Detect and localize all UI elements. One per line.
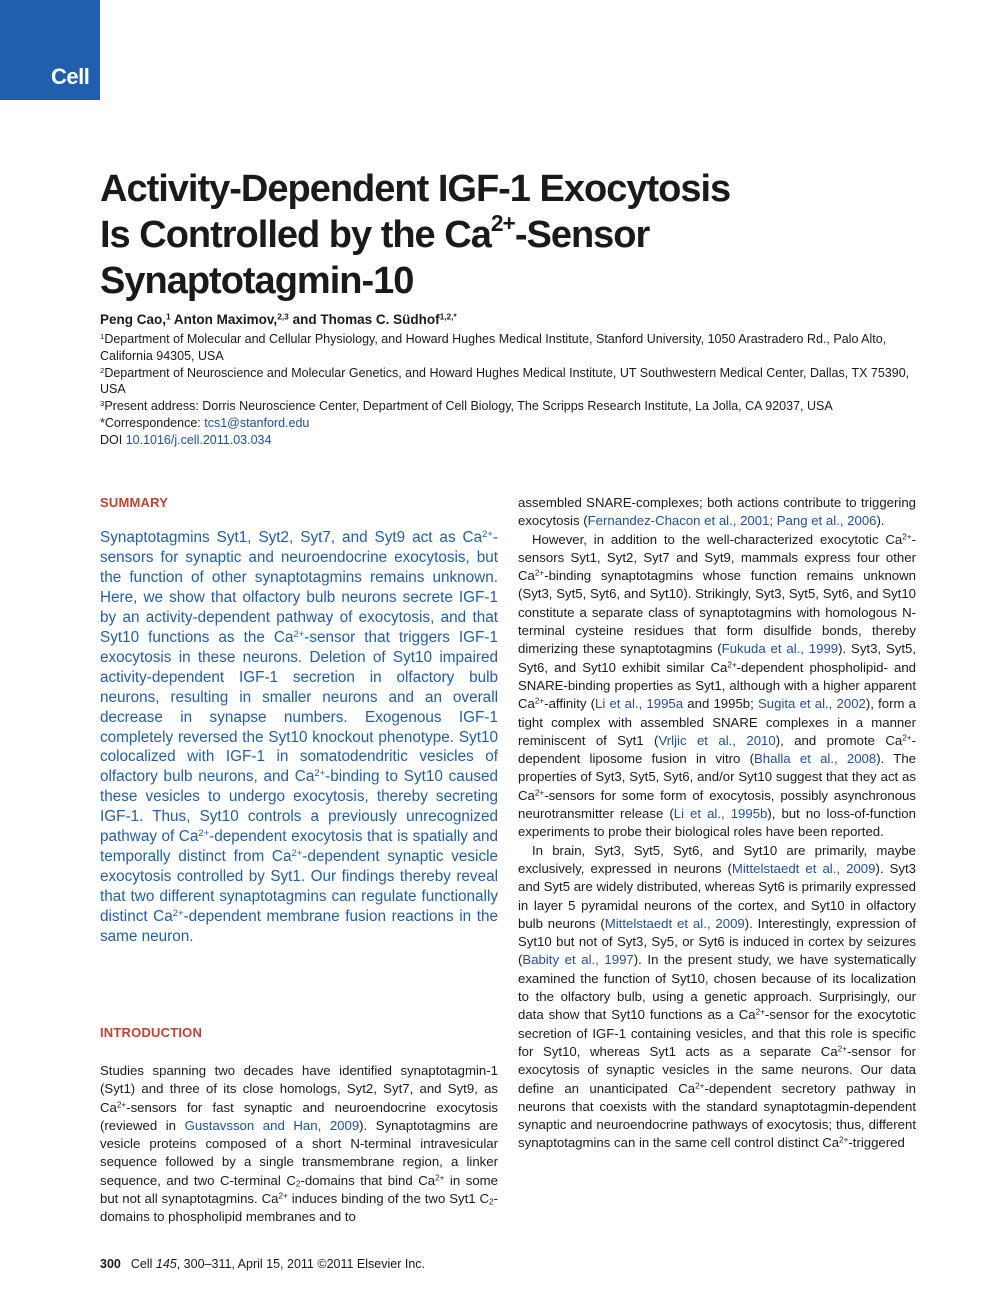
- introduction-text: Studies spanning two decades have identified synaptotagmin-1 (Syt1) and three of its close homologs, Syt2, Syt7, and Syt9, as $Ca^{2+}$-sensors for fast synaptic and neuroendocrine exocytosis (reviewed in Gustavsson and Han, 2009). Synaptotagmins are vesicle proteins composed of a short N-terminal intravesicular sequence followed by a single transmembrane region, a linker sequence, and two C-terminal $C_2$-domains that bind $Ca^{2+}$ in some but not all synaptotagmins. $Ca^{2+}$ induces binding of the two Syt1 $C_2$-domains to phospholipid membranes and to: [100, 1063, 498, 1225]
- author: and Thomas C. Südhof: [292, 312, 440, 327]
- doi: DOI 10.1016/j.cell.2011.03.034: [100, 432, 272, 447]
- reference-link[interactable]: Fukuda et al., 1999: [721, 641, 839, 657]
- page-footer: [100, 1257, 425, 1271]
- citation-journal: Cell: [130, 1257, 156, 1271]
- doi-link[interactable]: 10.1016/j.cell.2011.03.034: [125, 432, 272, 447]
- affiliations: [100, 331, 915, 449]
- paragraph: assembled SNARE-complexes; both actions contribute to triggering exocytosis (Fernandez-Chacon et al., 2001; Pang et al., 2006).: [518, 495, 916, 529]
- reference-link[interactable]: Fernandez-Chacon et al., 2001; Pang et al., 2006: [587, 513, 877, 529]
- reference-link[interactable]: Babity et al., 1997: [522, 952, 634, 968]
- reference-link[interactable]: Vrljic et al., 2010: [658, 732, 776, 748]
- summary-heading: SUMMARY: [100, 495, 169, 510]
- citation-details: , 300–311, April 15, 2011 ©2011 Elsevier Inc.: [176, 1257, 425, 1271]
- reference-link[interactable]: Li et al., 1995b: [673, 806, 768, 822]
- citation-volume: 145: [155, 1257, 177, 1271]
- reference-link[interactable]: Sugita et al., 2002: [758, 696, 866, 712]
- article-title: Activity-Dependent IGF-1 Exocytosis Is Controlled by the $Ca^{2+}$-Sensor Synaptotagmin-10: [100, 168, 731, 302]
- reference-link[interactable]: Bhalla et al., 2008: [753, 751, 877, 767]
- cell-logo-text: Cell: [51, 64, 90, 89]
- affiliation-3: $^3$Present address: Dorris Neuroscience Center, Department of Cell Biology, The Scripps Research Institute, La Jolla, CA 92037, USA: [100, 398, 833, 414]
- summary-text: Synaptotagmins Syt1, Syt2, Syt7, and Syt9 act as $Ca^{2+}$-sensors for synaptic and neuroendocrine exocytosis, but the function of other synaptotagmins remains unknown. Here, we show that olfactory bulb neurons secrete IGF-1 by an activity-dependent pathway of exocytosis, and that Syt10 functions as the $Ca^{2+}$-sensor that triggers IGF-1 exocytosis in these neurons. Deletion of Syt10 impaired activity-dependent IGF-1 secretion in olfactory bulb neurons, resulting in smaller neurons and an overall decrease in synapse numbers. Exogenous IGF-1 completely reversed the Syt10 knockout phenotype. Syt10 colocalized with IGF-1 in somatodendritic vesicles of olfactory bulb neurons, and $Ca^{2+}$-binding to Syt10 caused these vesicles to undergo exocytosis, thereby secreting IGF-1. Thus, Syt10 controls a previously unrecognized pathway of $Ca^{2+}$-dependent exocytosis that is spatially and temporally distinct from $Ca^{2+}$-dependent synaptic vesicle exocytosis controlled by Syt1. Our findings thereby reveal that two different synaptotagmins can regulate functionally distinct $Ca^{2+}$-dependent membrane fusion reactions in the same neuron.: [100, 528, 499, 946]
- reference-link[interactable]: Mittelstaedt et al., 2009: [604, 915, 745, 931]
- correspondence-email-link[interactable]: tcs1@stanford.edu: [204, 415, 310, 430]
- reference-link[interactable]: Li et al., 1995a: [595, 696, 684, 712]
- author: Anton Maximov,: [173, 312, 278, 327]
- paragraph: However, in addition to the well-characterized exocytotic $Ca^{2+}$-sensors Syt1, Syt2, Syt7 and Syt9, mammals express four other $Ca^{2+}$-binding synaptotagmins whose function remains unknown (Syt3, Syt5, Syt6, and Syt10). Strikingly, Syt3, Syt5, Syt6, and Syt10 constitute a separate class of synaptotagmins with homologous N-terminal cysteine residues that form disulfide bonds, thereby dimerizing these synaptotagmins (Fukuda et al., 1999). Syt3, Syt5, Syt6, and Syt10 exhibit similar $Ca^{2+}$-dependent phospholipid- and SNARE-binding properties as Syt1, although with a higher apparent $Ca^{2+}$-affinity (Li et al., 1995a and 1995b; Sugita et al., 2002), form a tight complex with assembled SNARE complexes in a manner reminiscent of Syt1 (Vrljic et al., 2010), and promote $Ca^{2+}$-dependent liposome fusion in vitro (Bhalla et al., 2008). The properties of Syt3, Syt5, Syt6, and/or Syt10 suggest that they act as $Ca^{2+}$-sensors for some form of exocytosis, possibly asynchronous neurotransmitter release (Li et al., 1995b), but no loss-of-function experiments to probe their biological roles have been reported.: [518, 531, 917, 840]
- affiliation-2: $^2$Department of Neuroscience and Molecular Genetics, and Howard Hughes Medical Institute, UT Southwestern Medical Center, Dallas, TX 75390, USA: [100, 365, 910, 397]
- affiliation-1: $^1$Department of Molecular and Cellular Physiology, and Howard Hughes Medical Institute, Stanford University, 1050 Arastradero Rd., Palo Alto, California 94305, USA: [100, 331, 887, 363]
- correspondence: *Correspondence: tcs1@stanford.edu: [100, 415, 310, 430]
- right-column: [518, 494, 916, 1153]
- cell-logo: [0, 0, 100, 100]
- paragraph: In brain, Syt3, Syt5, Syt6, and Syt10 are primarily, maybe exclusively, expressed in neurons (Mittelstaedt et al., 2009). Syt3 and Syt5 are widely distributed, whereas Syt6 is primarily expressed in layer 5 pyramidal neurons of the cortex, and Syt10 in olfactory bulb neurons (Mittelstaedt et al., 2009). Interestingly, expression of Syt10 but not of Syt3, Sy5, or Syt6 is induced in cortex by seizures (Babity et al., 1997). In the present study, we have systematically examined the function of Syt10, chosen because of its localization to the olfactory bulb, using a genetic approach. Surprisingly, our data show that Syt10 functions as a $Ca^{2+}$-sensor for the exocytotic secretion of IGF-1 containing vesicles, and that this role is specific for Syt10, whereas Syt1 acts as a separate $Ca^{2+}$-sensor for exocytosis of synaptic vesicles in the same neurons. Our data define an unanticipated $Ca^{2+}$-dependent secretory pathway in neurons that coexists with the standard synaptotagmin-dependent synaptic and neuroendocrine pathways of exocytosis; thus, different synaptotagmins can in the same cell control distinct $Ca^{2+}$-triggered: [518, 842, 917, 1151]
- introduction-heading: INTRODUCTION: [100, 1025, 203, 1040]
- page-number: 300: [100, 1257, 121, 1271]
- author-list: Peng Cao,$^1$ Anton Maximov,$^{2,3}$ and Thomas C. Südhof$^{1,2,*}$: [100, 311, 457, 327]
- reference-link[interactable]: Gustavsson and Han, 2009: [184, 1117, 360, 1133]
- author: Peng Cao,: [100, 312, 167, 327]
- reference-link[interactable]: Mittelstaedt et al., 2009: [731, 860, 876, 876]
